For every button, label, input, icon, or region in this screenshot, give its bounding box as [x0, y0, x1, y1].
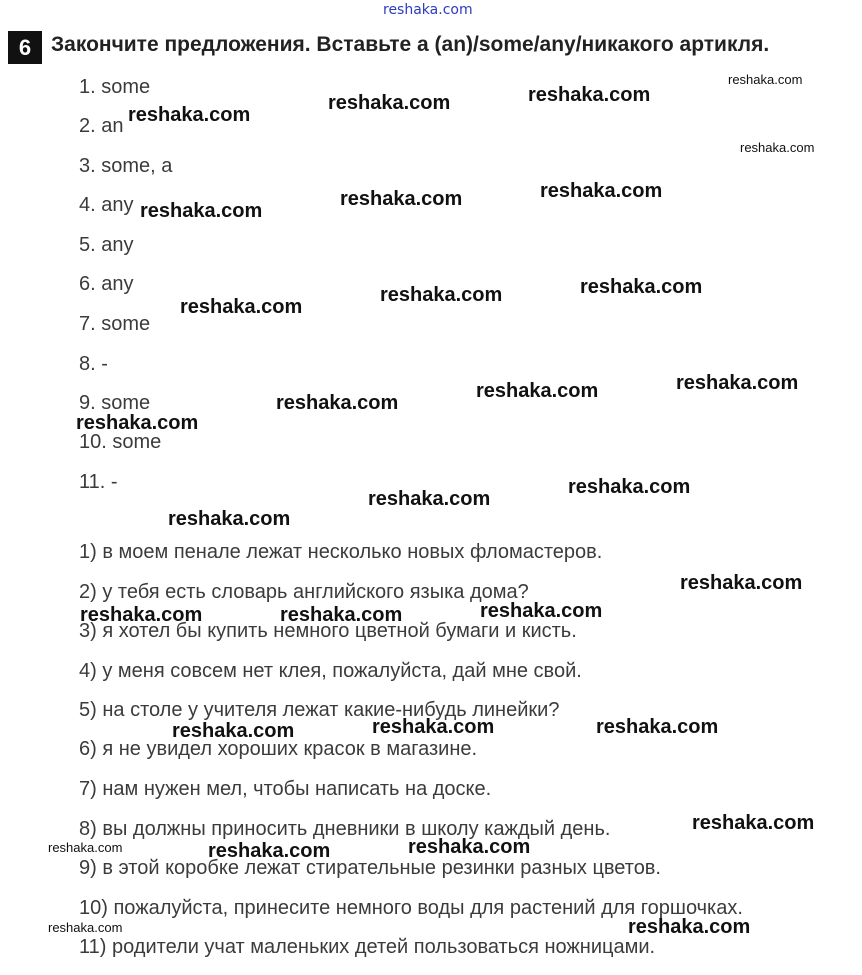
watermark: reshaka.com	[692, 812, 815, 834]
watermark: reshaka.com	[140, 200, 263, 222]
watermark: reshaka.com	[380, 284, 503, 306]
watermark: reshaka.com	[368, 488, 491, 510]
answer-item: 11. -	[79, 471, 118, 493]
exercise-title: Закончите предложения. Вставьте a (an)/some/any/никакого артикля.	[51, 33, 770, 56]
sentence-item: 10) пожалуйста, принесите немного воды для растений для горшочках.	[79, 897, 743, 919]
watermark: reshaka.com	[628, 916, 751, 938]
watermark: reshaka.com	[540, 180, 663, 202]
answer-item: 4. any	[79, 194, 134, 216]
watermark: reshaka.com	[128, 104, 251, 126]
sentence-item: 6) я не увидел хороших красок в магазине.	[79, 738, 478, 760]
sentence-item: 1) в моем пенале лежат несколько новых фломастеров.	[79, 541, 603, 563]
answer-item: 10. some	[79, 431, 162, 453]
exercise-number-badge: 6	[8, 31, 42, 64]
sentence-item: 2) у тебя есть словарь английского языка дома?	[79, 581, 529, 603]
sentence-item: 11) родители учат маленьких детей пользоваться ножницами.	[79, 936, 656, 958]
answer-item: 6. any	[79, 273, 134, 295]
answer-item: 3. some, a	[79, 155, 173, 177]
answer-item: 9. some	[79, 392, 151, 414]
answer-item: 7. some	[79, 313, 151, 335]
site-header-link[interactable]: reshaka.com	[383, 2, 473, 18]
watermark: reshaka.com	[48, 920, 123, 935]
watermark: reshaka.com	[528, 84, 651, 106]
answer-item: 5. any	[79, 234, 134, 256]
watermark: reshaka.com	[340, 188, 463, 210]
answer-item: 1. some	[79, 76, 151, 98]
watermark: reshaka.com	[168, 508, 291, 530]
watermark: reshaka.com	[180, 296, 303, 318]
watermark: reshaka.com	[276, 392, 399, 414]
watermark: reshaka.com	[48, 840, 123, 855]
watermark: reshaka.com	[408, 836, 531, 858]
watermark: reshaka.com	[80, 604, 203, 626]
answer-item: 2. an	[79, 115, 124, 137]
watermark: reshaka.com	[680, 572, 803, 594]
sentence-item: 4) у меня совсем нет клея, пожалуйста, дай мне свой.	[79, 660, 582, 682]
watermark: reshaka.com	[280, 604, 403, 626]
watermark: reshaka.com	[76, 412, 199, 434]
watermark: reshaka.com	[580, 276, 703, 298]
sentence-item: 9) в этой коробке лежат стирательные резинки разных цветов.	[79, 857, 661, 879]
sentence-item: 7) нам нужен мел, чтобы написать на доске.	[79, 778, 492, 800]
watermark: reshaka.com	[568, 476, 691, 498]
watermark: reshaka.com	[596, 716, 719, 738]
watermark: reshaka.com	[208, 840, 331, 862]
watermark: reshaka.com	[328, 92, 451, 114]
watermark: reshaka.com	[740, 140, 815, 155]
sentence-item: 3) я хотел бы купить немного цветной бумаги и кисть.	[79, 620, 577, 642]
watermark: reshaka.com	[676, 372, 799, 394]
sentence-item: 8) вы должны приносить дневники в школу каждый день.	[79, 818, 611, 840]
sentence-item: 5) на столе у учителя лежат какие-нибудь линейки?	[79, 699, 560, 721]
answer-item: 8. -	[79, 353, 108, 375]
watermark: reshaka.com	[480, 600, 603, 622]
watermark: reshaka.com	[172, 720, 295, 742]
watermark: reshaka.com	[476, 380, 599, 402]
watermark: reshaka.com	[372, 716, 495, 738]
watermark: reshaka.com	[728, 72, 803, 87]
